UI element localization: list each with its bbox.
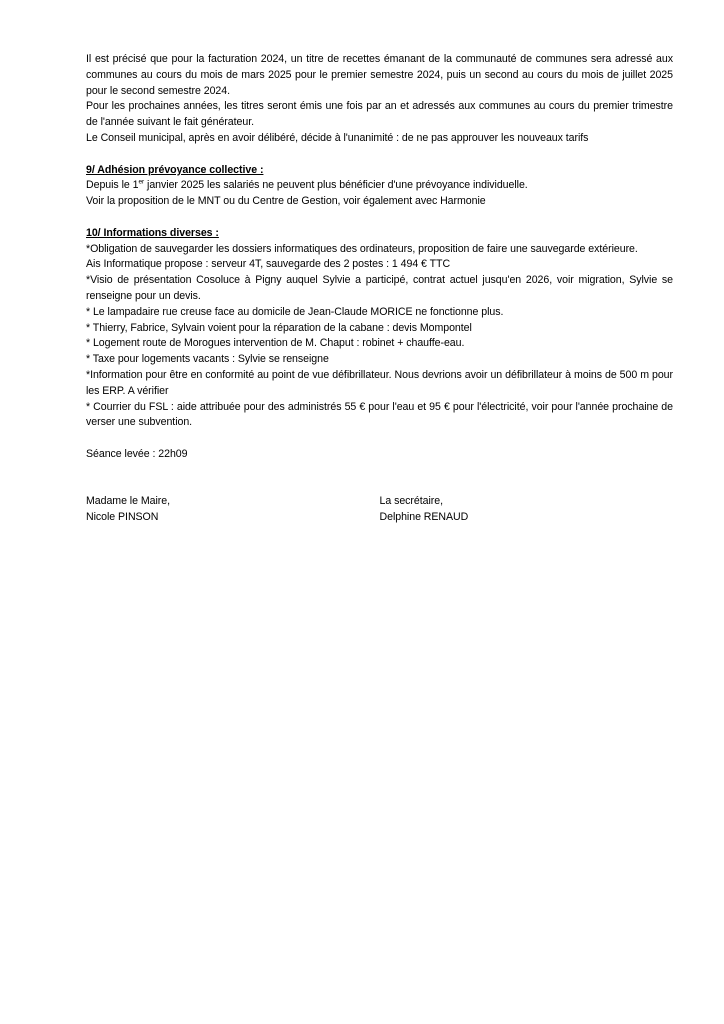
document-page — [86, 52, 673, 526]
section-9-line-1 — [86, 178, 673, 194]
spacer — [86, 431, 673, 447]
mayor-name: Nicole PINSON — [86, 511, 159, 524]
intro-paragraph-future-years: Pour les prochaines années, les titres seront émis une fois par an et adressés aux communes au cours du premier trimestre de l'année suivant le fait générateur. — [86, 100, 673, 129]
info-item-backup: *Obligation de sauvegarder les dossiers informatiques des ordinateurs, proposition de faire une sauvegarde extérieure. — [86, 242, 638, 255]
section-9-line-1-start: Depuis le 1 — [86, 179, 139, 192]
signature-mayor — [86, 494, 380, 526]
signature-block — [86, 494, 673, 526]
intro-paragraph-billing: Il est précisé que pour la facturation 2024, un titre de recettes émanant de la communauté de communes sera adressé aux communes au cours du mois de mars 2025 pour le premier semestre 2024, puis un second au cours du mois de juillet 2025 pour le second semestre 2024. — [86, 53, 673, 97]
info-item-cosoluce: *Visio de présentation Cosoluce à Pigny auquel Sylvie a participé, contrat actuel jusqu'en 2026, voir migration, Sylvie se renseigne pour un devis. — [86, 274, 673, 302]
intro-paragraph-decision: Le Conseil municipal, après en avoir délibéré, décide à l'unanimité : de ne pas approuver les nouveaux tarifs — [86, 131, 589, 144]
section-9-heading: 9/ Adhésion prévoyance collective : — [86, 163, 264, 176]
spacer — [86, 210, 673, 226]
section-9-line-2: Voir la proposition de le MNT ou du Centre de Gestion, voir également avec Harmonie — [86, 195, 486, 208]
info-item-defibrillator: *Information pour être en conformité au point de vue défibrillateur. Nous devrions avoir un défibrillateur à moins de 500 m pour les ERP. A vérifier — [86, 368, 673, 397]
superscript-er: er — [138, 178, 145, 186]
info-item-ais-quote: Ais Informatique propose : serveur 4T, sauvegarde des 2 postes : 1 494 € TTC — [86, 258, 451, 271]
session-closed: Séance levée : 22h09 — [86, 447, 188, 460]
spacer — [86, 463, 673, 495]
info-item-housing: * Logement route de Morogues intervention de M. Chaput : robinet + chauffe-eau. — [86, 337, 465, 350]
signature-secretary — [380, 494, 674, 526]
secretary-name: Delphine RENAUD — [379, 511, 469, 524]
info-item-vacancy-tax: * Taxe pour logements vacants : Sylvie se renseigne — [86, 353, 329, 366]
info-item-fsl: * Courrier du FSL : aide attribuée pour des administrés 55 € pour l'eau et 95 € pour l'électricité, voir pour l'année prochaine de verser une subvention. — [86, 400, 673, 429]
spacer — [86, 147, 673, 163]
mayor-title: Madame le Maire, — [86, 495, 170, 508]
info-item-cabin: * Thierry, Fabrice, Sylvain voient pour la réparation de la cabane : devis Mompontel — [86, 321, 472, 334]
secretary-title: La secrétaire, — [379, 495, 443, 508]
section-10-heading: 10/ Informations diverses : — [86, 226, 219, 239]
info-item-streetlight: * Le lampadaire rue creuse face au domicile de Jean-Claude MORICE ne fonctionne plus. — [86, 305, 504, 318]
section-9-line-1-end: janvier 2025 les salariés ne peuvent plus bénéficier d'une prévoyance individuelle. — [144, 179, 528, 192]
